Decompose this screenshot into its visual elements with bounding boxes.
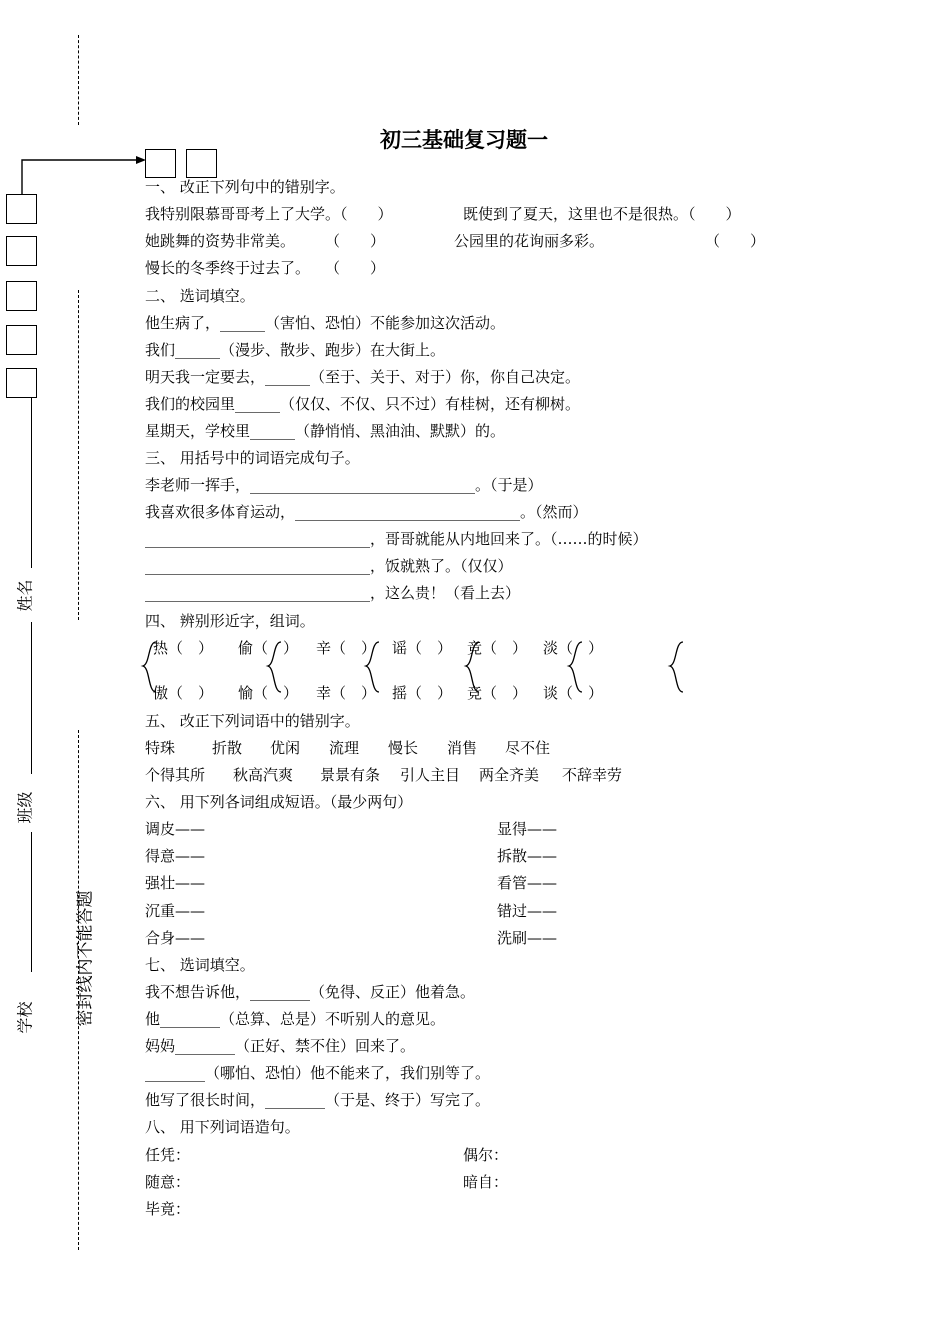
question-text: 慢长的冬季终于过去了。 （ ） xyxy=(145,259,386,277)
word-item: 折散 xyxy=(212,739,243,757)
sentence-prompt: 暗自： xyxy=(463,1173,509,1191)
list-item: 他写了很长时间，________（于是、终于）写完了。 xyxy=(145,1091,491,1109)
brace-icon xyxy=(670,642,683,692)
char-pair-bottom: 摇（ ） xyxy=(392,684,453,702)
answer-paren: （ ） xyxy=(705,232,766,250)
list-item: 妈妈________（正好、禁不住）回来了。 xyxy=(145,1037,416,1055)
section-6-heading: 六、 用下列各词组成短语。（最少两句） xyxy=(145,793,413,811)
school-label: 学校 xyxy=(15,1001,35,1034)
sentence-prompt: 毕竟： xyxy=(145,1200,191,1218)
margin-box xyxy=(6,236,37,266)
list-item: 我喜欢很多体育运动，______________________________。（然而） xyxy=(145,503,588,521)
char-pair-top: 淡（ ） xyxy=(543,639,604,657)
question-text: 既使到了夏天，这里也不是很热。（ ） xyxy=(463,205,741,223)
list-item: 明天我一定要去，______（至于、关于、对于）你，你自己决定。 xyxy=(145,368,581,386)
question-text: 公园里的花询丽多彩。 xyxy=(454,232,605,250)
list-item: ______________________________，这么贵！（看上去） xyxy=(145,584,521,602)
section-1-heading: 一、 改正下列句中的错别字。 xyxy=(145,178,345,196)
seal-dash-line-top xyxy=(78,35,79,125)
list-item: 李老师一挥手，______________________________。（于是） xyxy=(145,476,543,494)
seal-line-label: 密封线内不能答题 xyxy=(75,890,96,1027)
phrase-prompt: 强壮—— xyxy=(145,874,206,892)
list-item: 我们的校园里______（仅仅、不仅、只不过）有桂树，还有柳树。 xyxy=(145,395,581,413)
section-2-heading: 二、 选词填空。 xyxy=(145,287,255,305)
brace-icons xyxy=(140,638,700,698)
char-pair-bottom: 幸（ ） xyxy=(316,684,377,702)
page-title: 初三基础复习题一 xyxy=(380,128,548,152)
char-pair-top: 偷（ ） xyxy=(238,639,299,657)
margin-line xyxy=(31,832,32,972)
arrow-connector xyxy=(0,150,150,200)
answer-box xyxy=(186,149,217,178)
list-item: 他生病了，______（害怕、恐怕）不能参加这次活动。 xyxy=(145,314,506,332)
list-item: 我不想告诉他，________（免得、反正）他着急。 xyxy=(145,983,476,1001)
margin-box xyxy=(6,194,37,224)
section-8-heading: 八、 用下列词语造句。 xyxy=(145,1118,300,1136)
phrase-prompt: 得意—— xyxy=(145,847,206,865)
name-label: 姓名 xyxy=(15,579,35,612)
word-item: 特珠 xyxy=(145,739,176,757)
word-item: 流理 xyxy=(329,739,360,757)
char-pair-bottom: 愉（ ） xyxy=(238,684,299,702)
section-4-heading: 四、 辨别形近字，组词。 xyxy=(145,612,315,630)
word-item: 个得其所 xyxy=(145,766,206,784)
list-item: 他________（总算、总是）不听别人的意见。 xyxy=(145,1010,446,1028)
phrase-prompt: 合身—— xyxy=(145,929,206,947)
phrase-prompt: 看管—— xyxy=(497,874,558,892)
phrase-prompt: 沉重—— xyxy=(145,902,206,920)
brace-icon xyxy=(268,642,281,692)
word-item: 不辞幸劳 xyxy=(562,766,623,784)
margin-box xyxy=(6,325,37,355)
char-pair-bottom: 傲（ ） xyxy=(153,684,214,702)
word-item: 慢长 xyxy=(388,739,419,757)
brace-icon xyxy=(366,642,379,692)
question-text: 我特别限慕哥哥考上了大学。（ ） xyxy=(145,205,393,223)
brace-icon xyxy=(569,642,582,692)
arrow-icon xyxy=(0,150,150,200)
word-item: 两全齐美 xyxy=(479,766,540,784)
list-item: 我们______（漫步、散步、跑步）在大街上。 xyxy=(145,341,446,359)
brace-icon xyxy=(466,642,479,692)
char-pair-top: 谣（ ） xyxy=(392,639,453,657)
list-item: 星期天，学校里______（静悄悄、黑油油、默默）的。 xyxy=(145,422,506,440)
class-label: 班级 xyxy=(15,791,35,824)
list-item: ________（哪怕、恐怕）他不能来了，我们别等了。 xyxy=(145,1064,491,1082)
char-pair-top: 辛（ ） xyxy=(316,639,377,657)
margin-line xyxy=(31,398,32,568)
margin-box xyxy=(6,368,37,398)
word-item: 引人主目 xyxy=(400,766,461,784)
margin-line xyxy=(31,622,32,774)
answer-box xyxy=(145,149,176,178)
phrase-prompt: 拆散—— xyxy=(497,847,558,865)
phrase-prompt: 洗刷—— xyxy=(497,929,558,947)
sentence-prompt: 随意： xyxy=(145,1173,191,1191)
word-item: 尽不住 xyxy=(505,739,551,757)
section-3-heading: 三、 用括号中的词语完成句子。 xyxy=(145,449,360,467)
char-pair-top: 竞（ ） xyxy=(467,639,528,657)
brace-icon xyxy=(143,642,156,692)
sentence-prompt: 任凭： xyxy=(145,1146,191,1164)
phrase-prompt: 错过—— xyxy=(497,902,558,920)
section-7-heading: 七、 选词填空。 xyxy=(145,956,255,974)
char-pair-bottom: 谈（ ） xyxy=(543,684,604,702)
list-item: ______________________________，饭就熟了。（仅仅） xyxy=(145,557,513,575)
question-text: 她跳舞的资势非常美。 （ ） xyxy=(145,232,386,250)
word-item: 优闲 xyxy=(270,739,301,757)
word-item: 景景有条 xyxy=(320,766,381,784)
section-5-heading: 五、 改正下列词语中的错别字。 xyxy=(145,712,360,730)
word-item: 秋高汽爽 xyxy=(233,766,294,784)
char-pair-top: 热（ ） xyxy=(153,639,214,657)
word-item: 消售 xyxy=(447,739,478,757)
sentence-prompt: 偶尔： xyxy=(463,1146,509,1164)
list-item: ______________________________，哥哥就能从内地回来了。（……的时候） xyxy=(145,530,648,548)
phrase-prompt: 显得—— xyxy=(497,820,558,838)
phrase-prompt: 调皮—— xyxy=(145,820,206,838)
char-pair-bottom: 竞（ ） xyxy=(467,684,528,702)
margin-box xyxy=(6,281,37,311)
seal-dash-line-upper xyxy=(78,290,79,620)
